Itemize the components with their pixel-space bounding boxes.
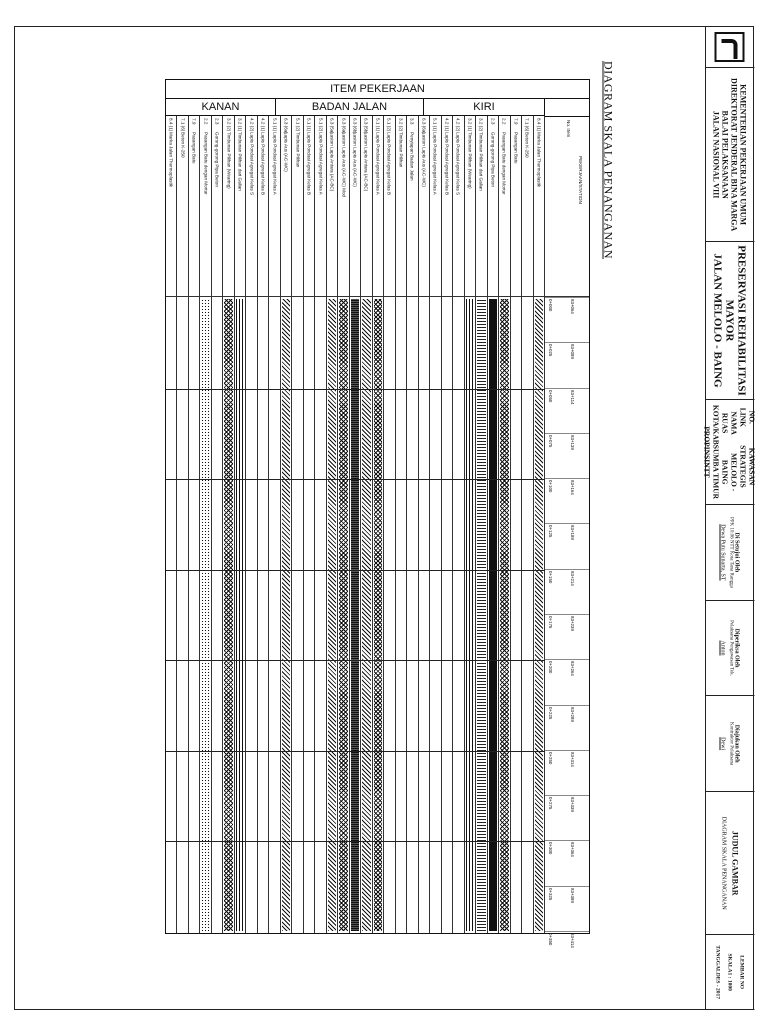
work-item-extent — [351, 299, 359, 931]
group-header-badan-jalan: BADAN JALAN — [276, 98, 424, 116]
work-item-column — [419, 116, 430, 933]
signature-name: Dewi — [720, 737, 726, 751]
station-tick — [545, 478, 589, 495]
work-item-label — [453, 116, 463, 297]
work-item-label — [534, 116, 544, 297]
work-item-label — [338, 116, 348, 297]
signature-approved — [706, 505, 755, 601]
work-item-extent — [454, 299, 462, 931]
work-item-label — [384, 116, 394, 297]
work-item-extent — [374, 299, 382, 931]
meta-row — [736, 952, 748, 992]
work-item-number: 8.4 (1) — [536, 118, 542, 132]
work-item-number: 7.9 — [513, 118, 519, 125]
info-value: SUMBA TIMUR — [712, 444, 721, 500]
work-item-name: Laston Lapis Aus (AC-WC) — [352, 132, 358, 187]
work-item-column — [465, 116, 476, 933]
work-item-name: Lapis Pondasi Agregat Kelas S — [455, 132, 461, 196]
work-item-number: 2.2 — [203, 118, 209, 125]
station-tick — [545, 886, 589, 903]
station-gridline — [166, 389, 545, 390]
work-item-number: 4.2 (2) — [455, 118, 461, 132]
work-item-column — [430, 116, 441, 933]
station-global: 83+189 — [570, 525, 575, 541]
work-item-column — [396, 116, 407, 933]
info-label: NO. LINK — [739, 407, 757, 427]
drawing-title-heading: JUDUL GAMBAR — [730, 830, 740, 896]
signature-submitted — [706, 696, 755, 792]
work-item-name: Timbunan Pilihan — [295, 132, 301, 168]
work-item-column — [499, 116, 510, 933]
station-global: 83+239 — [570, 616, 575, 631]
work-item-extent — [190, 299, 198, 931]
work-item-name: Gorong-gorong Pipa Beton — [214, 132, 220, 187]
work-item-column — [522, 116, 533, 933]
work-item-label — [269, 116, 279, 297]
work-item-name: Beton K-250 — [180, 132, 186, 158]
work-item-label — [442, 116, 452, 297]
station-tick — [545, 523, 589, 541]
work-item-number: 3.2 (2) — [398, 118, 404, 132]
work-item-extent — [385, 299, 393, 931]
work-item-label — [166, 116, 176, 297]
meta-value: 1 : 1000 — [727, 972, 733, 991]
work-item-name: Laston Lapis Aus (AC-WC) Mod — [341, 132, 346, 198]
work-item-number: 5.1 (2) — [295, 118, 301, 132]
diagram-heading: DIAGRAM SKALA PENANGANAN — [601, 60, 616, 260]
work-item-label — [212, 116, 222, 297]
meta-cell — [706, 935, 755, 1010]
work-item-extent — [270, 299, 278, 931]
work-item-column — [327, 116, 338, 933]
work-item-number: 5.1 (1) — [432, 118, 438, 132]
work-item-number: 6.3 (5b) — [363, 118, 369, 134]
station-global: 83+164 — [570, 480, 575, 495]
work-item-extent — [420, 299, 428, 931]
work-item-label — [476, 116, 486, 297]
work-item-column — [281, 116, 292, 933]
station-global: 83+089 — [570, 344, 575, 360]
title-block — [703, 26, 757, 1010]
station-global: 83+364 — [570, 842, 575, 858]
work-item-label — [304, 116, 314, 297]
work-item-name: Lapis Aus (AC-WC) — [283, 132, 289, 172]
station-tick — [545, 614, 589, 631]
work-item-name: Lapis Pondasi Agregat Kelas B — [260, 132, 266, 196]
station-local: 0+075 — [548, 434, 553, 448]
work-item-label — [292, 116, 302, 297]
station-global: 83+389 — [570, 887, 575, 903]
institution-line: JALAN NASIONAL VIII — [712, 110, 721, 199]
station-header-no: No. Item — [566, 120, 571, 138]
drawing-title: DIAGRAM SKALA PENANGANAN — [720, 816, 727, 910]
station-global: 83+139 — [570, 434, 575, 450]
station-global: 83+414 — [570, 933, 575, 948]
ministry-logo — [715, 32, 745, 62]
station-local: 0+275 — [548, 797, 553, 810]
meta-row — [712, 942, 724, 1002]
work-item-column — [511, 116, 522, 933]
work-item-extent — [477, 299, 485, 931]
work-item-name: Marka Jalan Thermoplastik — [168, 132, 174, 188]
work-item-name: Lapis Pondasi Agregat Kelas A — [432, 132, 438, 195]
station-local: 0+125 — [548, 525, 553, 538]
work-item-extent — [213, 299, 221, 931]
signature-heading: Diajukan Oleh — [734, 724, 740, 763]
work-item-column — [269, 116, 280, 933]
work-item-column — [407, 116, 418, 933]
work-item-column — [488, 116, 499, 933]
signature-checked — [706, 601, 755, 697]
work-item-label — [235, 116, 245, 297]
work-item-label — [419, 116, 429, 297]
signature-role: Pelaksana Pengawasan Tek. — [729, 620, 734, 676]
station-tick — [545, 297, 589, 314]
info-value: MELOLO - BAING — [721, 453, 739, 492]
work-item-label — [407, 116, 417, 297]
info-value: KAWASAN STRATEGIS — [739, 445, 757, 488]
meta-label: SKALA — [727, 953, 733, 973]
work-item-name: Laston Lapis Antara (AC-BC) — [363, 132, 369, 192]
info-label: KOTA/KAB — [712, 404, 721, 445]
work-item-label — [281, 116, 291, 297]
station-global: 83+339 — [570, 797, 575, 812]
work-item-extent — [339, 299, 347, 931]
work-item-number: 7.9 — [191, 118, 197, 125]
station-local: 0+025 — [548, 344, 553, 357]
work-item-column — [338, 116, 349, 933]
station-tick — [545, 659, 589, 677]
info-cell — [703, 400, 757, 505]
work-item-column — [166, 116, 177, 933]
work-item-number: 6.3 (5a) — [329, 118, 335, 134]
work-item-number: 6.3 (6a) — [421, 118, 427, 134]
work-item-column — [315, 116, 326, 933]
station-local: 0+000 — [548, 299, 553, 312]
work-item-name: Laston Lapis Antara (AC-BC) — [329, 132, 335, 192]
work-item-number: 3.2 (1) — [237, 118, 243, 132]
work-item-number: 4.2 (2) — [249, 118, 255, 132]
station-gridline — [166, 660, 545, 661]
info-value: NTT — [703, 462, 712, 478]
work-item-number: 3.3 — [409, 118, 415, 125]
station-gridline — [166, 841, 545, 842]
work-item-number: 3.2 (2) — [226, 118, 232, 132]
station-local: 0+250 — [548, 751, 553, 765]
work-item-number: 7.1 (6) — [180, 118, 186, 132]
work-item-name: Beton K-250 — [524, 132, 530, 158]
logo-cell — [706, 26, 755, 68]
project-line: JALAN MELOLO - BAING — [712, 253, 724, 388]
station-local: 0+175 — [548, 616, 553, 629]
work-item-name: Timbunan Pilihan (Wearing) — [467, 132, 473, 189]
station-global: 83+064 — [570, 299, 575, 314]
station-tick — [545, 569, 589, 586]
work-item-extent — [500, 299, 508, 931]
institution-line: KEMENTERIAN PEKERJAAN UMUM — [739, 84, 748, 226]
group-header-kanan: KANAN — [166, 98, 276, 116]
info-row — [739, 400, 757, 504]
signature-role: PPK 10.06 NTT Kota Tana Rangga — [729, 516, 734, 588]
work-item-name: Lapis Pondasi Agregat Kelas B — [386, 132, 392, 196]
work-item-number: 5.1 (2) — [386, 118, 392, 132]
work-item-column — [246, 116, 257, 933]
work-item-label — [488, 116, 498, 297]
work-item-extent — [236, 299, 244, 931]
project-cell — [706, 242, 755, 400]
work-item-number: 8.4 (1) — [168, 118, 174, 132]
work-item-name: Timbunan Pilihan dari Galian — [478, 132, 484, 191]
drawing-title-cell — [706, 792, 755, 935]
item-header: ITEM PEKERJAAN — [166, 80, 589, 99]
work-item-name: Pasangan Batu dengan Mortar — [203, 132, 209, 195]
work-item-number: 3.2 (2) — [478, 118, 484, 132]
work-item-column — [235, 116, 246, 933]
signature-heading: Di Setujui Oleh — [734, 532, 740, 573]
work-item-column — [442, 116, 453, 933]
work-item-number: 2.3 — [490, 118, 496, 125]
station-local: 0+050 — [548, 389, 553, 402]
work-item-label — [499, 116, 509, 297]
station-tick — [545, 750, 589, 767]
work-item-extent — [489, 299, 497, 931]
work-item-extent — [259, 299, 267, 931]
work-item-column — [361, 116, 372, 933]
work-item-extent — [466, 299, 474, 931]
info-label: PROPINSI — [703, 426, 712, 463]
work-item-label — [189, 116, 199, 297]
info-label: NAMA RUAS — [721, 411, 739, 435]
work-item-name: Lapis Pondasi Agregat Kelas A — [272, 132, 278, 195]
work-item-number: 5.1 (2) — [318, 118, 324, 132]
work-item-extent — [328, 299, 336, 931]
work-item-extent — [523, 299, 531, 931]
station-global: 83+214 — [570, 570, 575, 586]
info-row — [712, 402, 721, 502]
info-row — [703, 423, 712, 480]
station-local: 0+225 — [548, 706, 553, 719]
meta-label: LEMBAR NO — [739, 955, 745, 990]
station-tick — [545, 840, 589, 858]
work-item-label — [430, 116, 440, 297]
work-item-label — [511, 116, 521, 297]
meta-label: TANGGAL — [715, 945, 721, 973]
work-item-extent — [201, 299, 209, 931]
work-item-name: Laston Lapis Aus (AC-WC) — [421, 132, 427, 187]
work-item-extent — [247, 299, 255, 931]
work-item-name: Marka Jalan Thermoplastik — [536, 132, 542, 188]
station-local: 0+100 — [548, 480, 553, 493]
work-item-extent — [535, 299, 543, 931]
work-item-extent — [408, 299, 416, 931]
work-item-column — [258, 116, 269, 933]
work-item-extent — [362, 299, 370, 931]
station-gridline — [166, 570, 545, 571]
work-item-number: 6.3 (6b) — [352, 118, 358, 134]
meta-value: DES - 2017 — [715, 972, 721, 1000]
signature-name: Dewa Putu Sunarta, ST — [720, 524, 726, 581]
work-item-extent — [282, 299, 290, 931]
station-tick — [545, 342, 589, 360]
work-item-label — [200, 116, 210, 297]
station-tick — [545, 931, 589, 948]
work-item-extent — [178, 299, 186, 931]
work-item-number: 7.1 (6) — [524, 118, 530, 132]
work-item-number: 4.2 (1) — [260, 118, 266, 132]
work-item-extent — [224, 299, 232, 931]
work-item-name: Lapis Pondasi Agregat Kelas B — [306, 132, 312, 196]
work-item-name: Lapis Pondasi Agregat Kelas A — [318, 132, 324, 195]
work-item-column — [177, 116, 188, 933]
work-item-number: 5.1 (1) — [272, 118, 278, 132]
work-item-name: Pasangan Batu dengan Mortar — [501, 132, 507, 195]
diagram-table — [165, 79, 590, 948]
work-item-extent — [512, 299, 520, 931]
work-item-number: 5.1 (1) — [375, 118, 381, 132]
work-item-label — [361, 116, 371, 297]
work-item-number: 6.3 (6a) — [283, 118, 289, 134]
work-item-extent — [305, 299, 313, 931]
work-item-column — [373, 116, 384, 933]
work-item-name: Pasangan Batu — [513, 132, 519, 164]
work-item-label — [396, 116, 406, 297]
work-item-name: Timbunan Pilihan dari Galian — [237, 132, 243, 191]
work-item-number: 5.1 (1) — [306, 118, 312, 132]
work-item-name: Lapis Pondasi Agregat Kelas S — [249, 132, 255, 196]
institution-line: DIREKTORAT JENDERAL BINA MARGA — [730, 78, 739, 232]
station-tick — [545, 433, 589, 450]
work-item-extent — [167, 299, 175, 931]
work-item-extent — [431, 299, 439, 931]
station-local: 0+150 — [548, 570, 553, 584]
project-line: PRESERVASI REHABILITASI MAYOR — [724, 245, 748, 396]
work-item-name: Penyiapan Badan Jalan — [409, 132, 415, 181]
station-global: 83+289 — [570, 706, 575, 722]
institution-cell — [706, 68, 755, 242]
work-item-label — [177, 116, 187, 297]
work-item-label — [373, 116, 383, 297]
info-row — [721, 400, 739, 504]
meta-row — [724, 951, 736, 994]
station-header-work: PEKERJAAN/STATION — [578, 156, 583, 204]
station-gridline — [166, 751, 545, 752]
work-item-column — [189, 116, 200, 933]
work-item-name: Pasangan Batu — [191, 132, 197, 164]
work-item-column — [384, 116, 395, 933]
station-global: 83+114 — [570, 389, 575, 405]
work-item-label — [350, 116, 360, 297]
work-item-number: 6.3 (6a) — [341, 118, 346, 134]
work-item-column — [292, 116, 303, 933]
work-item-label — [246, 116, 256, 297]
work-item-column — [223, 116, 234, 933]
work-item-column — [476, 116, 487, 933]
station-local: 0+300 — [548, 842, 553, 855]
institution-line: BALAI PELAKSANAAN — [721, 110, 730, 199]
station-gridline — [166, 479, 545, 480]
work-item-column — [453, 116, 464, 933]
station-tick — [545, 705, 589, 722]
work-item-name: Lapis Pondasi Agregat Kelas A — [375, 132, 381, 195]
work-item-name: Timbunan Pilihan (Wearing) — [226, 132, 232, 189]
station-local: 0+325 — [548, 887, 553, 901]
work-item-name: Gorong-gorong Pipa Beton — [490, 132, 496, 187]
work-item-label — [258, 116, 268, 297]
work-item-column — [304, 116, 315, 933]
signature-name: Anton — [720, 640, 726, 656]
station-tick — [545, 795, 589, 812]
station-global: 83+264 — [570, 661, 575, 677]
work-item-column — [212, 116, 223, 933]
work-item-label — [522, 116, 532, 297]
signature-role: Kontraktor Pelaksana — [729, 722, 734, 766]
work-item-extent — [316, 299, 324, 931]
station-header — [545, 116, 589, 297]
signature-heading: Diperiksa Oleh — [734, 628, 740, 668]
work-item-number: 2.3 — [214, 118, 220, 125]
work-item-number: 3.2 (1) — [467, 118, 473, 132]
work-item-number: 4.2 (1) — [444, 118, 450, 132]
work-item-number: 2.2 — [501, 118, 507, 125]
work-item-column — [534, 116, 545, 933]
work-item-label — [223, 116, 233, 297]
work-item-name: Timbunan Pilihan — [398, 132, 404, 168]
work-item-column — [350, 116, 361, 933]
work-item-label — [315, 116, 325, 297]
work-item-column — [200, 116, 211, 933]
station-local: 0+200 — [548, 661, 553, 674]
station-header-blank — [545, 98, 589, 117]
group-header-kiri: KIRI — [424, 98, 545, 116]
work-item-name: Lapis Pondasi Agregat Kelas B — [444, 132, 450, 196]
work-item-extent — [293, 299, 301, 931]
station-tick — [545, 388, 589, 405]
station-global: 83+314 — [570, 751, 575, 767]
work-item-extent — [397, 299, 405, 931]
station-local: 0+350 — [548, 933, 553, 946]
station-column — [545, 116, 589, 948]
work-item-label — [465, 116, 475, 297]
work-item-extent — [443, 299, 451, 931]
work-item-label — [327, 116, 337, 297]
